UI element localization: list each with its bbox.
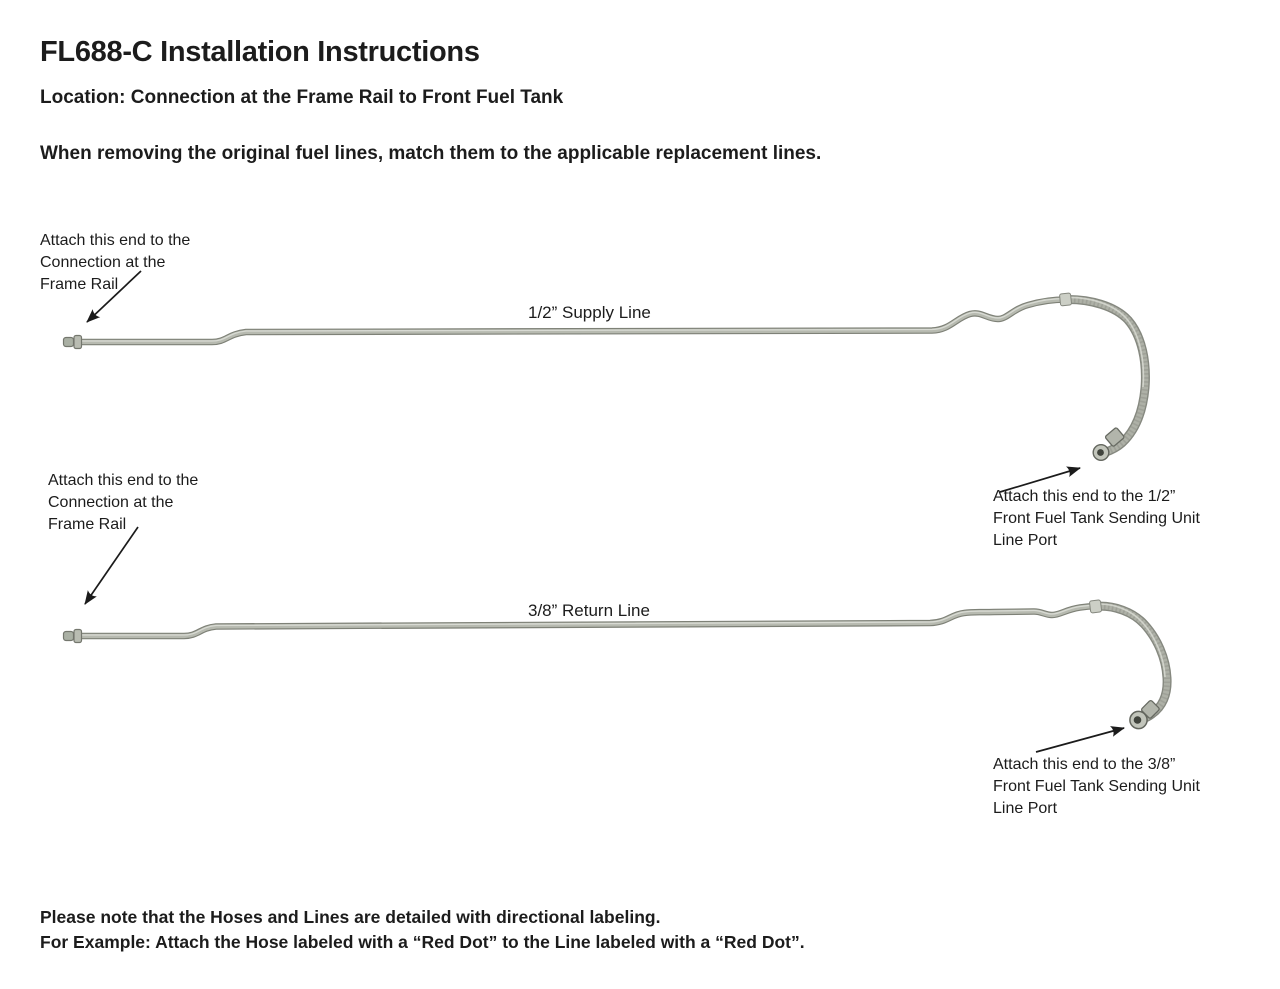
callout-text-line: Attach this end to the: [40, 232, 191, 249]
callout-text-line: Line Port: [993, 532, 1058, 549]
callout-text-line: Attach this end to the 1/2”: [993, 488, 1176, 505]
supply-left-callout: [40, 230, 190, 296]
callout-text-line: Line Port: [993, 800, 1058, 817]
supply-line-label: 1/2” Supply Line: [528, 303, 651, 322]
callout-arrows: [85, 271, 1124, 752]
return-right-callout-arrow: [1036, 728, 1124, 752]
return-line-label: 3/8” Return Line: [528, 601, 650, 620]
callout-text-line: Frame Rail: [48, 516, 127, 533]
footer-note-line1: Please note that the Hoses and Lines are detailed with directional labeling.: [40, 907, 661, 927]
footer-note: [40, 905, 805, 954]
callout-text-line: Attach this end to the: [48, 472, 199, 489]
callout-text-line: Front Fuel Tank Sending Unit: [993, 510, 1200, 527]
location-subtitle: Location: Connection at the Frame Rail to Front Fuel Tank: [40, 87, 564, 108]
return-line-sending-unit-fitting: [1130, 700, 1160, 729]
return-line-frame-rail-fitting: [64, 630, 82, 643]
return-right-callout: [993, 754, 1200, 820]
supply-line-frame-rail-fitting: [64, 336, 82, 349]
return-left-callout-arrow: [85, 527, 138, 604]
footer-note-line2: For Example: Attach the Hose labeled with a “Red Dot” to the Line labeled with a “Red Dot”.: [40, 931, 805, 952]
callout-text-line: Attach this end to the 3/8”: [993, 756, 1176, 773]
return-line-braided-hose: [1089, 600, 1167, 720]
intro-text: When removing the original fuel lines, match them to the applicable replacement lines.: [40, 143, 822, 164]
supply-line-braided-hose: [1059, 293, 1145, 453]
callout-text-line: Front Fuel Tank Sending Unit: [993, 778, 1200, 795]
callout-text-line: Connection at the: [40, 254, 166, 271]
supply-right-callout: [993, 486, 1200, 552]
page-title: FL688-C Installation Instructions: [40, 36, 480, 68]
callout-text-line: Frame Rail: [40, 276, 119, 293]
callout-text-line: Connection at the: [48, 494, 174, 511]
return-left-callout: [48, 470, 198, 536]
